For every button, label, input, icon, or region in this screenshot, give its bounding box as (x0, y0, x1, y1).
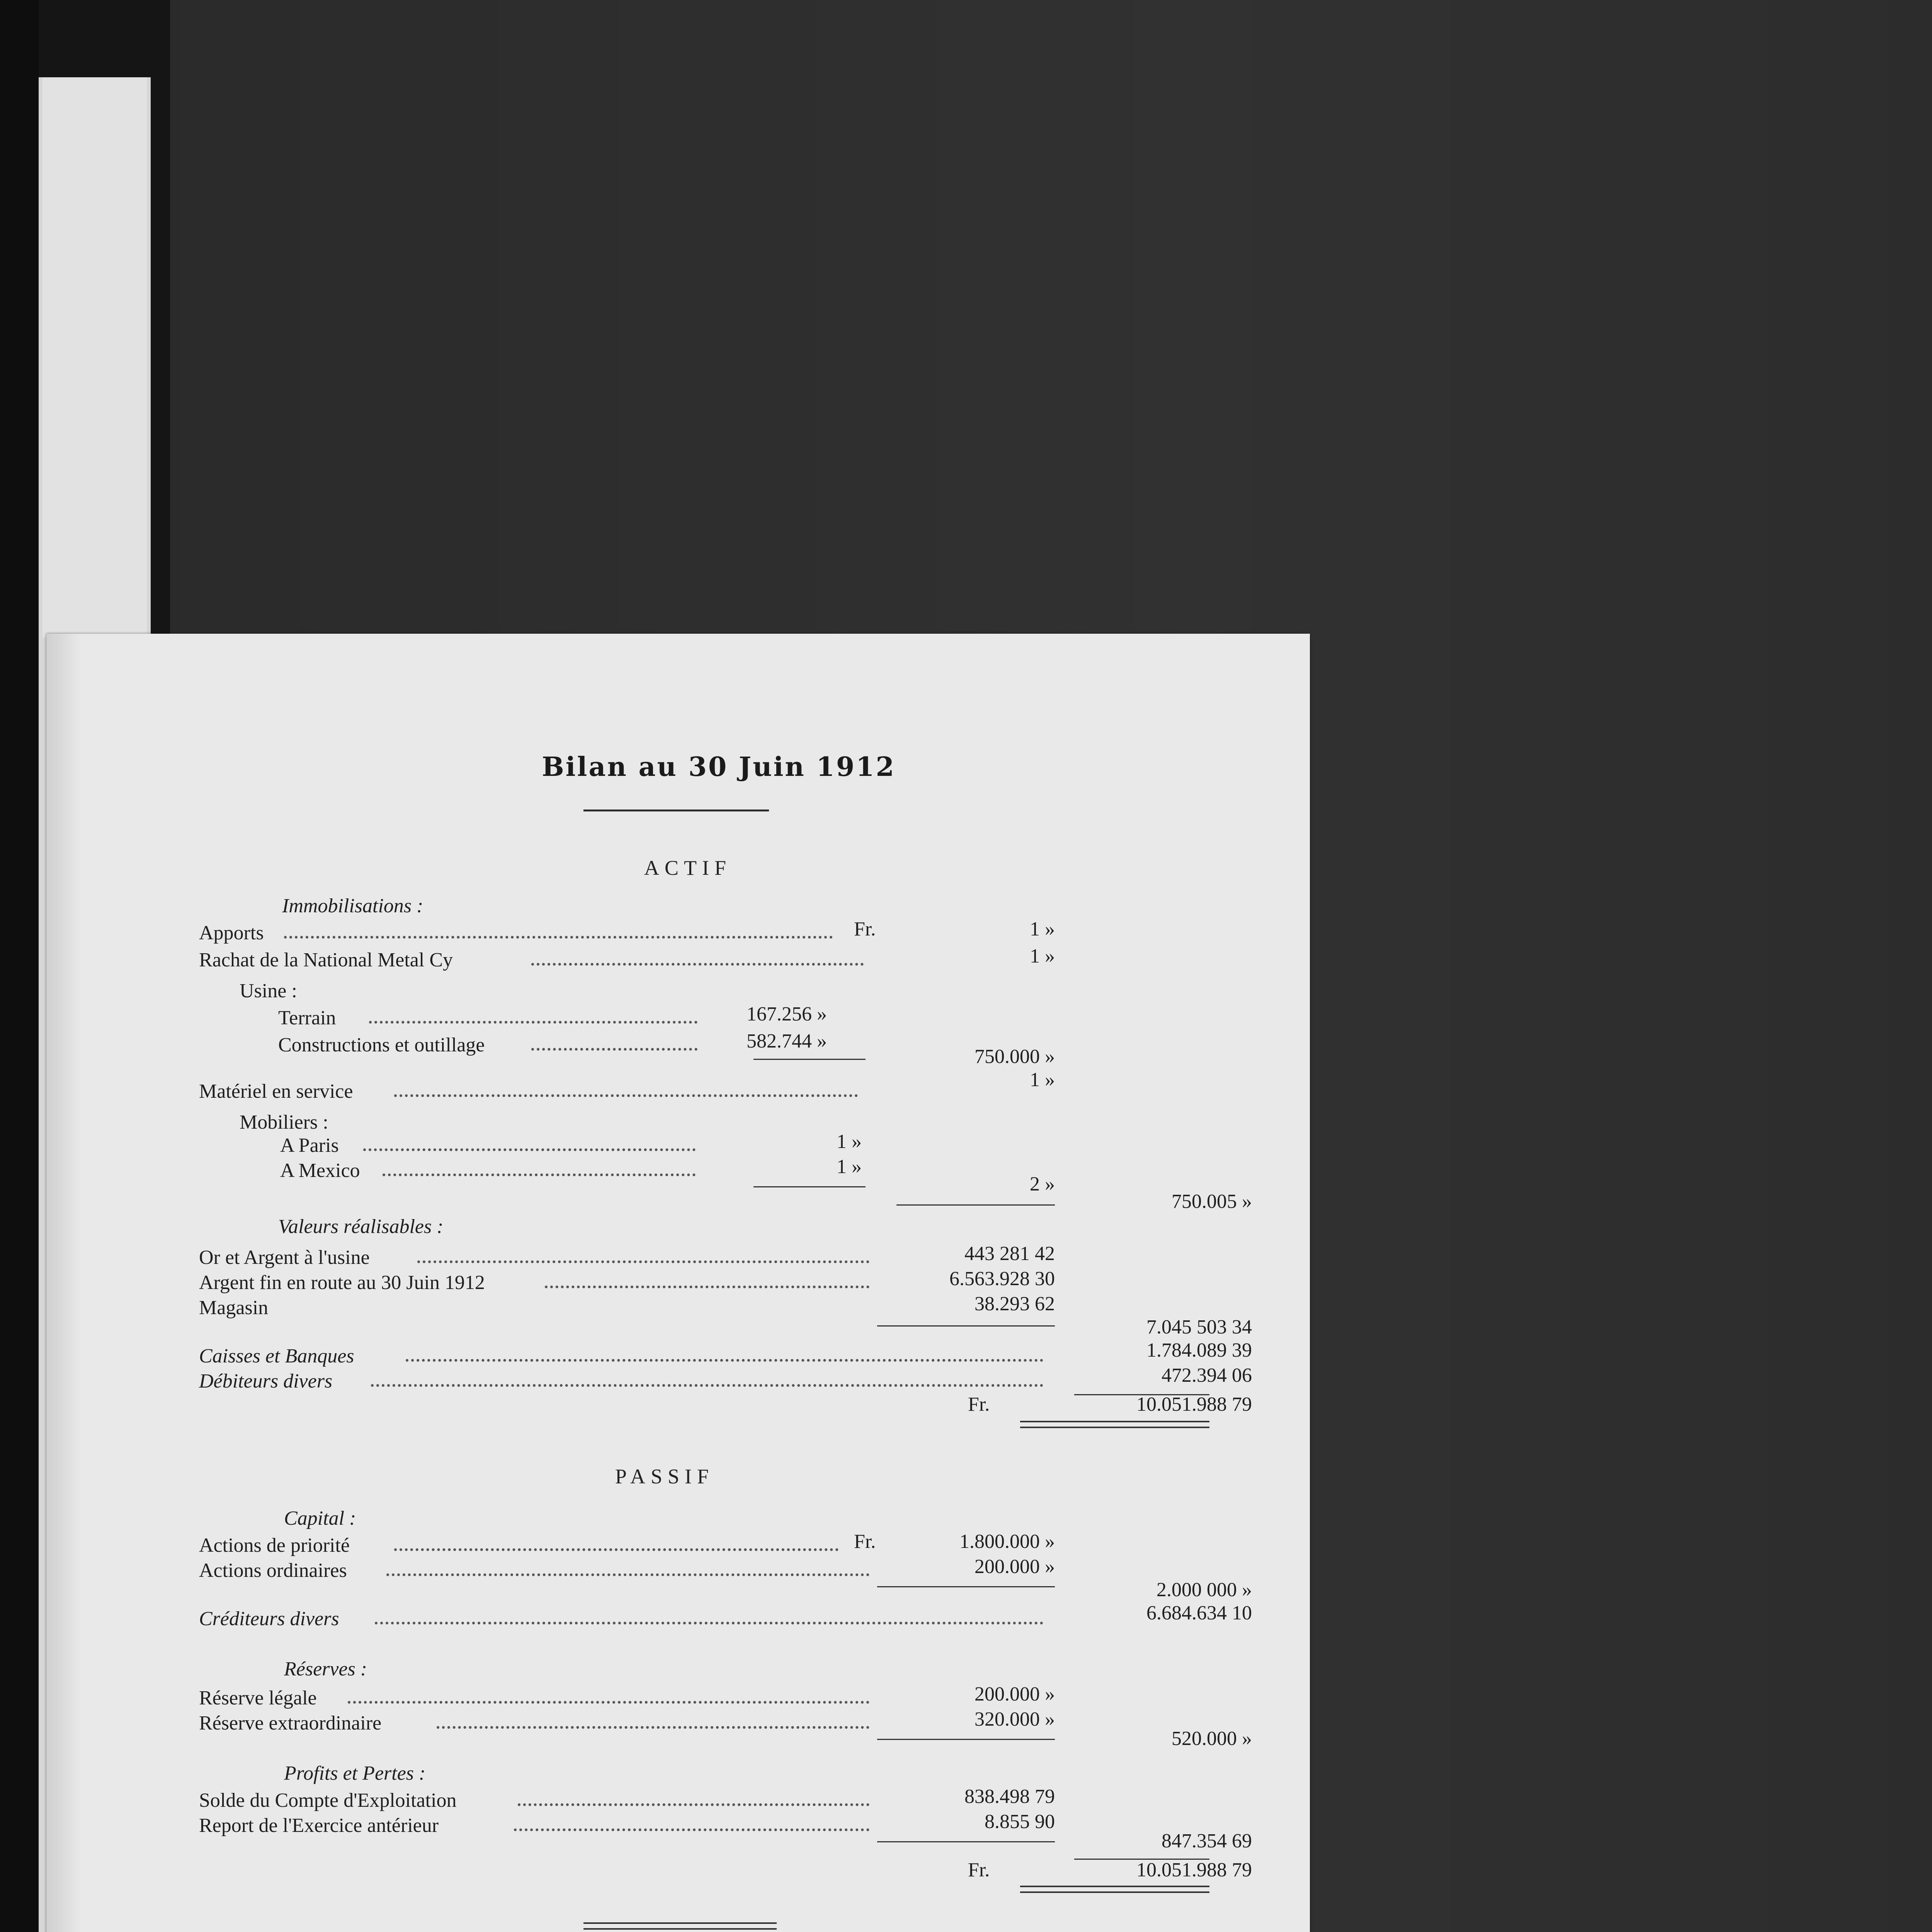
spine-upper-strip (43, 77, 147, 638)
document-title: Bilan au 30 Juin 1912 (542, 752, 896, 782)
or-argent-label: Or et Argent à l'usine (199, 1247, 370, 1269)
constructions-label: Constructions et outillage (278, 1034, 485, 1056)
leader-dots (369, 1019, 697, 1024)
usine-total: 750.000 » (975, 1046, 1055, 1068)
total-rule (1020, 1421, 1209, 1422)
actions-priorite-fr: Fr. (854, 1531, 876, 1553)
page-gutter (46, 634, 81, 1932)
report-label: Report de l'Exercice antérieur (199, 1815, 439, 1837)
actions-priorite-value: 1.800.000 » (959, 1531, 1055, 1553)
document-page (46, 634, 1310, 1932)
actions-priorite-label: Actions de priorité (199, 1534, 350, 1556)
leader-dots (437, 1725, 869, 1729)
total-rule (1020, 1886, 1209, 1887)
reserves-heading: Réserves : (284, 1658, 367, 1680)
scan-edge (0, 0, 39, 1932)
constructions-value: 582.744 » (747, 1030, 827, 1052)
paris-label: A Paris (280, 1134, 339, 1156)
argent-fin-label: Argent fin en route au 30 Juin 1912 (199, 1272, 485, 1294)
leader-dots (394, 1547, 838, 1551)
actif-total-fr: Fr. (968, 1393, 990, 1415)
argent-fin-value: 6.563.928 30 (949, 1268, 1055, 1290)
apports-label: Apports (199, 922, 264, 944)
leader-dots (371, 1383, 1043, 1387)
leader-dots (348, 1699, 869, 1704)
debiteurs-label: Débiteurs divers (199, 1370, 333, 1392)
leader-dots (514, 1827, 869, 1831)
passif-total-fr: Fr. (968, 1859, 990, 1881)
separator-rule (583, 1922, 777, 1924)
crediteurs-label: Créditeurs divers (199, 1608, 339, 1630)
mexico-value: 1 » (837, 1156, 862, 1178)
actif-heading: ACTIF (644, 856, 731, 879)
actions-ordinaires-value: 200.000 » (975, 1556, 1055, 1578)
solde-value: 838.498 79 (964, 1786, 1055, 1808)
leader-dots (386, 1572, 869, 1576)
reserve-legale-label: Réserve légale (199, 1687, 317, 1709)
caisses-value: 1.784.089 39 (1146, 1339, 1252, 1361)
debiteurs-value: 472.394 06 (1162, 1364, 1252, 1386)
apports-fr: Fr. (854, 918, 876, 940)
rachat-label: Rachat de la National Metal Cy (199, 949, 453, 971)
magasin-label: Magasin (199, 1297, 269, 1319)
leader-dots (531, 1046, 697, 1051)
subtotal-rule (753, 1186, 866, 1187)
leader-dots (363, 1147, 696, 1151)
actions-ordinaires-label: Actions ordinaires (199, 1560, 347, 1582)
profits-total: 847.354 69 (1162, 1830, 1252, 1852)
rachat-value: 1 » (1030, 945, 1055, 967)
reserve-extra-value: 320.000 » (975, 1708, 1055, 1730)
subtotal-rule (877, 1586, 1055, 1587)
leader-dots (375, 1620, 1043, 1624)
or-argent-value: 443 281 42 (964, 1243, 1055, 1265)
leader-dots (417, 1259, 869, 1263)
materiel-label: Matériel en service (199, 1080, 353, 1102)
immobilisations-heading: Immobilisations : (282, 895, 423, 917)
mobiliers-total: 2 » (1030, 1173, 1055, 1195)
leader-dots (284, 934, 833, 939)
crediteurs-value: 6.684.634 10 (1146, 1602, 1252, 1624)
apports-value: 1 » (1030, 918, 1055, 940)
paris-value: 1 » (837, 1131, 862, 1153)
actif-total: 10.051.988 79 (1136, 1393, 1252, 1415)
capital-heading: Capital : (284, 1507, 356, 1529)
separator-rule (583, 1928, 777, 1930)
subtotal-rule (877, 1739, 1055, 1740)
subtotal-rule (896, 1204, 1055, 1206)
leader-dots (531, 961, 864, 966)
materiel-value: 1 » (1030, 1069, 1055, 1091)
valeurs-heading: Valeurs réalisables : (278, 1216, 444, 1238)
caisses-label: Caisses et Banques (199, 1345, 354, 1367)
reserve-legale-value: 200.000 » (975, 1683, 1055, 1705)
leader-dots (545, 1284, 869, 1288)
mexico-label: A Mexico (280, 1160, 360, 1182)
subtotal-rule (877, 1841, 1055, 1842)
capital-total: 2.000 000 » (1156, 1579, 1252, 1601)
passif-heading: PASSIF (615, 1465, 714, 1488)
immobilisations-total: 750.005 » (1172, 1190, 1252, 1213)
profits-heading: Profits et Pertes : (284, 1762, 426, 1784)
mobiliers-label: Mobiliers : (240, 1111, 328, 1133)
terrain-value: 167.256 » (747, 1003, 827, 1025)
total-rule (1020, 1891, 1209, 1893)
subtotal-rule (877, 1325, 1055, 1327)
leader-dots (406, 1357, 1043, 1362)
terrain-label: Terrain (278, 1007, 336, 1029)
subtotal-rule (753, 1059, 866, 1060)
solde-label: Solde du Compte d'Exploitation (199, 1789, 457, 1811)
reserves-total: 520.000 » (1172, 1728, 1252, 1750)
leader-dots (383, 1172, 696, 1176)
usine-label: Usine : (240, 980, 297, 1002)
leader-dots (518, 1802, 869, 1806)
magasin-value: 38.293 62 (975, 1293, 1055, 1315)
title-rule (583, 810, 769, 811)
passif-total: 10.051.988 79 (1136, 1859, 1252, 1881)
total-rule (1020, 1427, 1209, 1428)
report-value: 8.855 90 (985, 1811, 1055, 1833)
reserve-extra-label: Réserve extraordinaire (199, 1712, 382, 1734)
leader-dots (394, 1093, 858, 1097)
valeurs-total: 7.045 503 34 (1146, 1316, 1252, 1338)
